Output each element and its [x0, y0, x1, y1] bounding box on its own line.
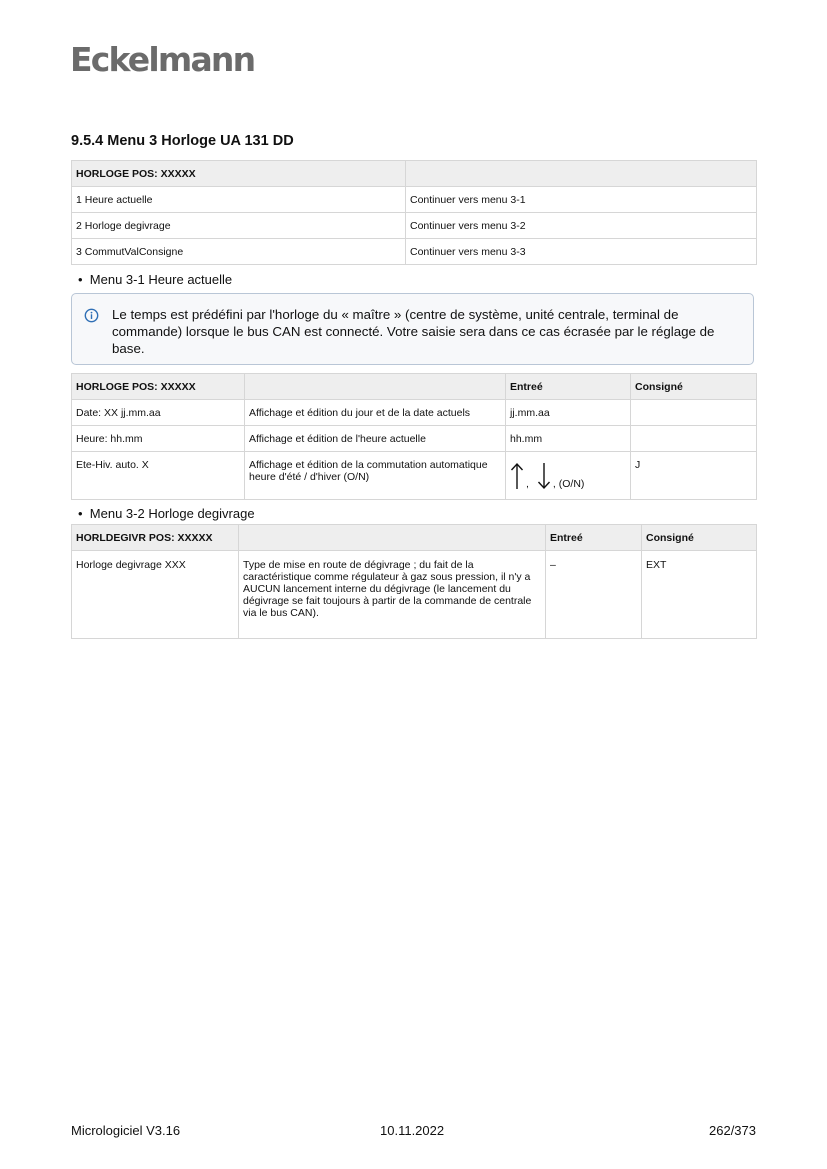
- menu-item: 2 Horloge degivrage: [72, 213, 406, 239]
- param-cell: Ete-Hiv. auto. X: [72, 452, 245, 500]
- table-header-input: Entreé: [506, 374, 631, 400]
- menu-3-1-table: [71, 373, 757, 500]
- default-cell: J: [631, 452, 757, 500]
- default-cell: [631, 426, 757, 452]
- table-header-default: Consigné: [631, 374, 757, 400]
- bullet-text: Menu 3-2 Horloge degivrage: [89, 506, 255, 521]
- param-cell: Horloge degivrage XXX: [72, 551, 239, 639]
- desc-cell: Type de mise en route de dégivrage ; du fait de la caractéristique comme régulateur à gaz sous pression, il n'y a AUCUN lancement interne du dégivrage (le lancement du dégivrage se fait toujours à partir de la commande de centrale via le bus CAN).: [239, 551, 546, 639]
- menu-item: 3 CommutValConsigne: [72, 239, 406, 265]
- param-cell: Date: XX jj.mm.aa: [72, 400, 245, 426]
- table-row: [72, 400, 757, 426]
- table-header-desc: [245, 374, 506, 400]
- table-row: [72, 187, 757, 213]
- bullet-menu-3-1: • Menu 3-1 Heure actuelle: [78, 272, 233, 287]
- input-cell: hh.mm: [506, 426, 631, 452]
- menu-3-table: [71, 160, 757, 265]
- arrow-separator: ,: [526, 478, 529, 490]
- input-cell: –: [546, 551, 642, 639]
- arrow-down-icon: [537, 462, 551, 490]
- table-header-param: HORLOGE POS: XXXXX: [72, 374, 245, 400]
- param-cell: Heure: hh.mm: [72, 426, 245, 452]
- menu-3-2-table: [71, 524, 757, 639]
- footer-page-number: 262/373: [709, 1123, 756, 1138]
- table-header-input: Entreé: [546, 525, 642, 551]
- arrow-keys: [510, 462, 584, 490]
- section-title: 9.5.4 Menu 3 Horloge UA 131 DD: [71, 133, 294, 149]
- desc-cell: Affichage et édition de l'heure actuelle: [245, 426, 506, 452]
- menu-action: Continuer vers menu 3-1: [406, 187, 757, 213]
- table-header-param: HORLDEGIVR POS: XXXXX: [72, 525, 239, 551]
- menu-table-header-empty: [406, 161, 757, 187]
- input-suffix: , (O/N): [552, 478, 585, 490]
- brand-logo: Eckelmann: [70, 40, 255, 79]
- bullet-menu-3-2: • Menu 3-2 Horloge degivrage: [78, 506, 255, 521]
- info-note-box: [71, 293, 754, 365]
- table-header-default: Consigné: [642, 525, 757, 551]
- menu-table-header: HORLOGE POS: XXXXX: [72, 161, 406, 187]
- menu-action: Continuer vers menu 3-2: [406, 213, 757, 239]
- table-row: [72, 452, 757, 500]
- desc-cell: Affichage et édition du jour et de la date actuels: [245, 400, 506, 426]
- table-row: [72, 213, 757, 239]
- arrow-up-icon: [510, 462, 524, 490]
- info-note-text: Le temps est prédéfini par l'horloge du « maître » (centre de système, unité centrale, terminal de commande) lorsque le bus CAN est connecté. Votre saisie sera dans ce cas écrasée par le réglage de base.: [112, 307, 715, 356]
- bullet-text: Menu 3-1 Heure actuelle: [89, 272, 233, 287]
- menu-item: 1 Heure actuelle: [72, 187, 406, 213]
- menu-action: Continuer vers menu 3-3: [406, 239, 757, 265]
- table-header-desc: [239, 525, 546, 551]
- input-cell: jj.mm.aa: [506, 400, 631, 426]
- table-row: [72, 426, 757, 452]
- default-cell: EXT: [642, 551, 757, 639]
- table-row: [72, 239, 757, 265]
- table-row: [72, 551, 757, 639]
- default-cell: [631, 400, 757, 426]
- input-cell: [506, 452, 631, 500]
- info-icon: [84, 308, 99, 323]
- footer-firmware-version: Micrologiciel V3.16: [71, 1123, 181, 1138]
- footer-date: 10.11.2022: [380, 1123, 445, 1138]
- desc-cell: Affichage et édition de la commutation automatique heure d'été / d'hiver (O/N): [245, 452, 506, 500]
